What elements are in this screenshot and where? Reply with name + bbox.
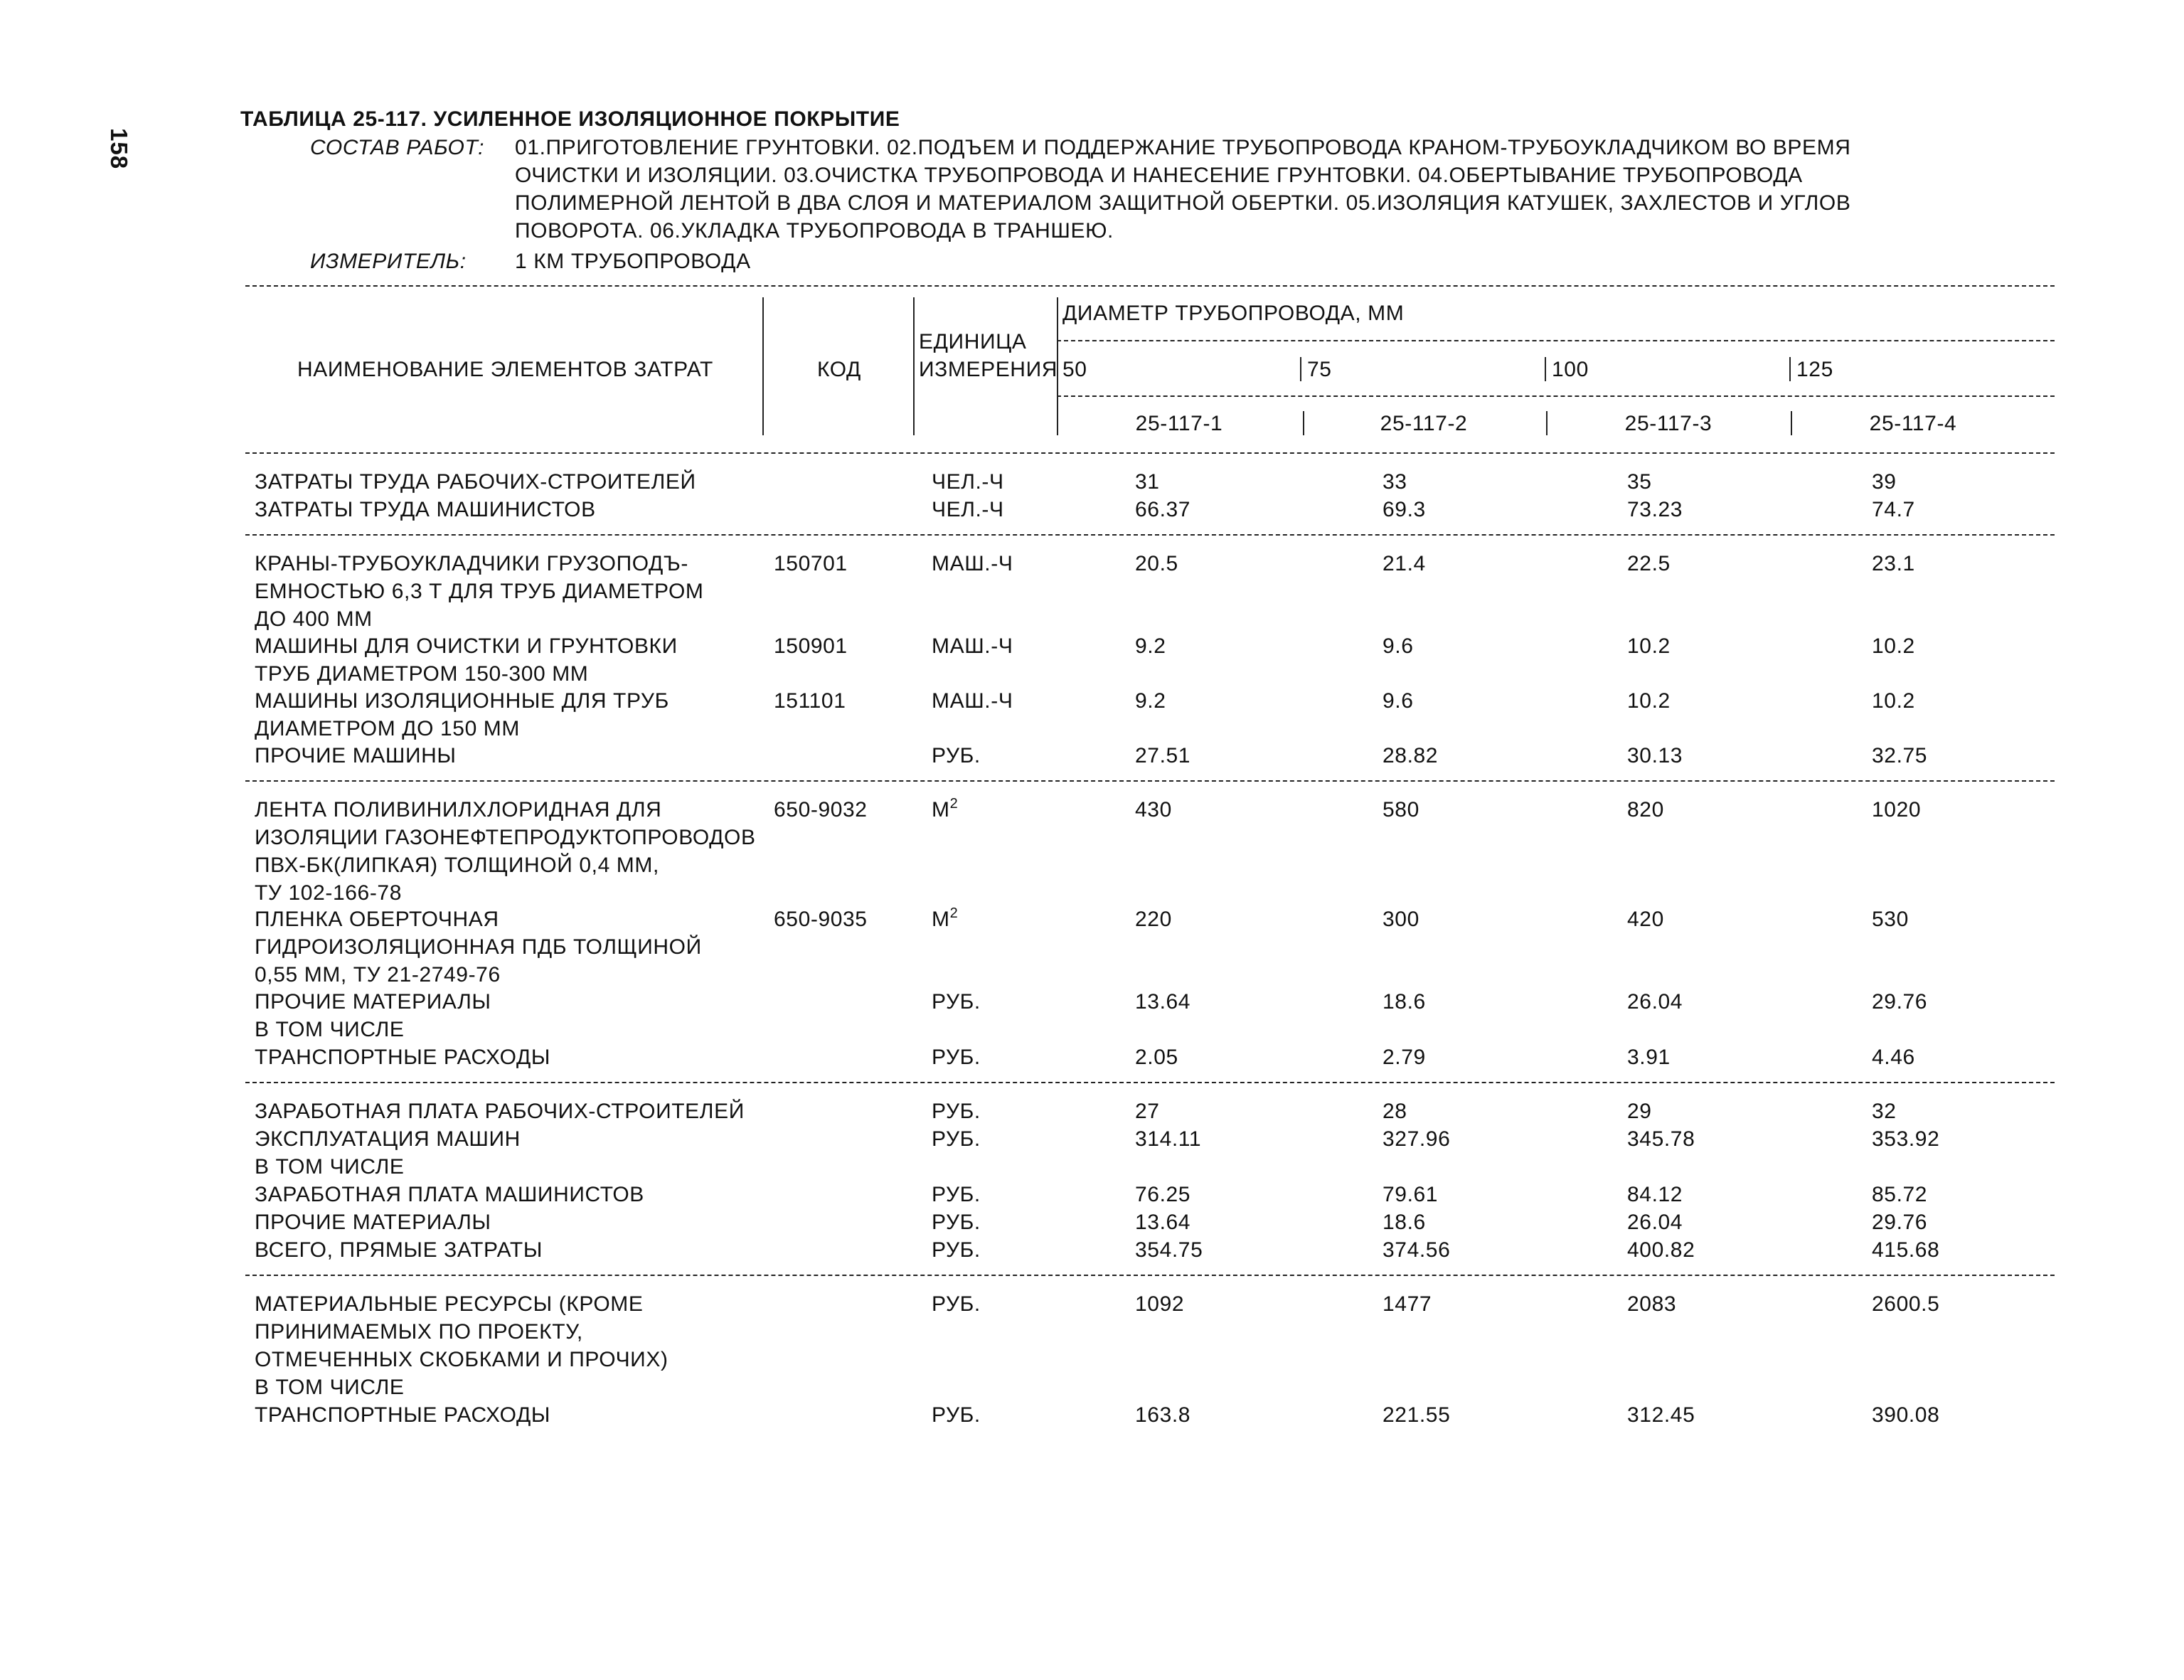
row-value-3: 345.78 [1627, 1127, 1695, 1151]
row-code: 650-9035 [774, 908, 868, 931]
header-subrule-2 [1057, 395, 2055, 397]
row-unit: ЧЕЛ.-Ч [932, 470, 1004, 494]
row-value-3: 3.91 [1627, 1046, 1671, 1069]
row-value-1: 354.75 [1135, 1238, 1203, 1262]
row-value-3: 84.12 [1627, 1183, 1683, 1206]
header-separator-name [762, 297, 764, 435]
header-separator-c4 [1791, 411, 1792, 435]
header-unit-line1: ЕДИНИЦА [919, 330, 1027, 353]
row-value-2: 300 [1383, 908, 1419, 931]
row-unit: $М^2$ [932, 796, 959, 822]
row-name: МАШИНЫ ИЗОЛЯЦИОННЫЕ ДЛЯ ТРУБ ДИАМЕТРОМ ДО 150 ММ [255, 689, 669, 740]
row-value-2: 327.96 [1383, 1127, 1451, 1151]
row-value-2: 28 [1383, 1100, 1407, 1123]
row-unit: ЧЕЛ.-Ч [932, 498, 1004, 521]
header-diameter-100: 100 [1552, 358, 1589, 381]
row-value-3: 400.82 [1627, 1238, 1695, 1262]
composition-line-2: ОЧИСТКИ И ИЗОЛЯЦИИ. 03.ОЧИСТКА ТРУБОПРОВОДА И НАНЕСЕНИЕ ГРУНТОВКИ. 04.ОБЕРТЫВАНИЕ ТРУБОПРОВОДА [515, 164, 1803, 187]
row-unit: МАШ.-Ч [932, 689, 1013, 713]
row-value-3: 2083 [1627, 1292, 1677, 1316]
row-value-2: 1477 [1383, 1292, 1432, 1316]
row-value-3: 820 [1627, 798, 1664, 822]
row-value-2: 9.6 [1383, 689, 1414, 713]
row-value-2: 28.82 [1383, 744, 1439, 767]
row-name: ЗАТРАТЫ ТРУДА МАШИНИСТОВ [255, 498, 596, 521]
row-name: ЗАРАБОТНАЯ ПЛАТА РАБОЧИХ-СТРОИТЕЛЕЙ [255, 1100, 745, 1123]
composition-label: СОСТАВ РАБОТ: [310, 136, 485, 159]
row-name: ЗАРАБОТНАЯ ПЛАТА МАШИНИСТОВ [255, 1183, 644, 1206]
row-value-4: 85.72 [1872, 1183, 1928, 1206]
row-name: ПЛЕНКА ОБЕРТОЧНАЯ ГИДРОИЗОЛЯЦИОННАЯ ПДБ ТОЛЩИНОЙ 0,55 ММ, ТУ 21-2749-76 [255, 908, 702, 987]
row-code: 150901 [774, 634, 848, 658]
header-unit-line2: ИЗМЕРЕНИЯ [919, 358, 1058, 381]
table-top-rule [245, 285, 2055, 287]
row-code: 650-9032 [774, 798, 868, 822]
row-value-3: 22.5 [1627, 552, 1671, 575]
row-value-1: 314.11 [1135, 1127, 1202, 1151]
measure-label: ИЗМЕРИТЕЛЬ: [310, 250, 467, 273]
composition-line-1: 01.ПРИГОТОВЛЕНИЕ ГРУНТОВКИ. 02.ПОДЪЕМ И ПОДДЕРЖАНИЕ ТРУБОПРОВОДА КРАНОМ-ТРУБОУКЛАДЧИКОМ ВО ВРЕМЯ [515, 136, 1851, 159]
header-code-2: 25-117-2 [1380, 412, 1468, 435]
row-name: КРАНЫ-ТРУБОУКЛАДЧИКИ ГРУЗОПОДЪ- ЕМНОСТЬЮ 6,3 Т ДЛЯ ТРУБ ДИАМЕТРОМ ДО 400 ММ [255, 552, 704, 631]
row-unit: РУБ. [932, 1100, 981, 1123]
group-rule-4 [245, 1275, 2055, 1276]
row-value-4: 1020 [1872, 798, 1922, 822]
row-name: ТРАНСПОРТНЫЕ РАСХОДЫ [255, 1403, 551, 1427]
row-name: МАШИНЫ ДЛЯ ОЧИСТКИ И ГРУНТОВКИ ТРУБ ДИАМЕТРОМ 150-300 ММ [255, 634, 678, 686]
header-separator-c3 [1546, 411, 1548, 435]
row-value-1: 27.51 [1135, 744, 1191, 767]
row-value-4: 4.46 [1872, 1046, 1915, 1069]
header-code-1: 25-117-1 [1135, 412, 1223, 435]
row-value-1: 66.37 [1135, 498, 1191, 521]
row-unit: РУБ. [932, 1292, 981, 1316]
header-separator-d75 [1300, 357, 1301, 381]
row-value-2: 374.56 [1383, 1238, 1451, 1262]
row-name: ЭКСПЛУАТАЦИЯ МАШИН В ТОМ ЧИСЛЕ [255, 1127, 521, 1179]
row-unit: $М^2$ [932, 905, 959, 931]
row-value-4: 39 [1872, 470, 1897, 494]
row-code: 150701 [774, 552, 848, 575]
group-rule-3 [245, 1082, 2055, 1083]
row-value-3: 35 [1627, 470, 1652, 494]
row-unit: РУБ. [932, 1046, 981, 1069]
row-unit: МАШ.-Ч [932, 634, 1013, 658]
row-unit: РУБ. [932, 1127, 981, 1151]
header-bottom-rule [245, 452, 2055, 454]
row-value-4: 29.76 [1872, 990, 1928, 1014]
row-value-1: 163.8 [1135, 1403, 1191, 1427]
table-title: ТАБЛИЦА 25-117. УСИЛЕННОЕ ИЗОЛЯЦИОННОЕ ПОКРЫТИЕ [240, 107, 900, 131]
row-name: ЛЕНТА ПОЛИВИНИЛХЛОРИДНАЯ ДЛЯ ИЗОЛЯЦИИ ГАЗОНЕФТЕПРОДУКТОПРОВОДОВ ПВХ-БК(ЛИПКАЯ) ТОЛЩИНОЙ 0,4 ММ, ТУ 102-166-78 [255, 798, 756, 905]
row-value-1: 1092 [1135, 1292, 1185, 1316]
row-unit: РУБ. [932, 1211, 981, 1234]
row-value-3: 10.2 [1627, 689, 1671, 713]
header-subrule-1 [1057, 340, 2055, 341]
header-code: КОД [817, 358, 861, 381]
row-value-1: 31 [1135, 470, 1160, 494]
row-value-2: 79.61 [1383, 1183, 1439, 1206]
header-diameter-125: 125 [1796, 358, 1833, 381]
row-value-1: 430 [1135, 798, 1172, 822]
row-value-2: 18.6 [1383, 1211, 1426, 1234]
composition-line-3: ПОЛИМЕРНОЙ ЛЕНТОЙ В ДВА СЛОЯ И МАТЕРИАЛОМ ЗАЩИТНОЙ ОБЕРТКИ. 05.ИЗОЛЯЦИЯ КАТУШЕК, ЗАХЛЕСТОВ И УГЛОВ [515, 191, 1851, 215]
row-value-2: 21.4 [1383, 552, 1426, 575]
row-value-2: 9.6 [1383, 634, 1414, 658]
header-separator-d100 [1545, 357, 1546, 381]
row-value-3: 10.2 [1627, 634, 1671, 658]
row-value-4: 390.08 [1872, 1403, 1940, 1427]
row-value-3: 420 [1627, 908, 1664, 931]
composition-line-4: ПОВОРОТА. 06.УКЛАДКА ТРУБОПРОВОДА В ТРАНШЕЮ. [515, 219, 1114, 243]
row-value-2: 33 [1383, 470, 1407, 494]
row-unit: РУБ. [932, 1403, 981, 1427]
row-value-2: 2.79 [1383, 1046, 1426, 1069]
row-value-2: 69.3 [1383, 498, 1426, 521]
row-value-4: 353.92 [1872, 1127, 1940, 1151]
row-value-1: 20.5 [1135, 552, 1178, 575]
row-name: МАТЕРИАЛЬНЫЕ РЕСУРСЫ (КРОМЕ ПРИНИМАЕМЫХ ПО ПРОЕКТУ, ОТМЕЧЕННЫХ СКОБКАМИ И ПРОЧИХ) В ТОМ ЧИСЛЕ [255, 1292, 668, 1399]
row-value-3: 312.45 [1627, 1403, 1695, 1427]
row-value-3: 29 [1627, 1100, 1652, 1123]
row-value-3: 26.04 [1627, 990, 1683, 1014]
row-value-1: 27 [1135, 1100, 1160, 1123]
row-value-4: 415.68 [1872, 1238, 1940, 1262]
row-unit: РУБ. [932, 1183, 981, 1206]
header-diameter: ДИАМЕТР ТРУБОПРОВОДА, ММ [1062, 302, 1405, 325]
header-separator-c2 [1303, 411, 1304, 435]
row-name: ЗАТРАТЫ ТРУДА РАБОЧИХ-СТРОИТЕЛЕЙ [255, 470, 696, 494]
group-rule-1 [245, 534, 2055, 536]
row-value-4: 32.75 [1872, 744, 1928, 767]
row-name: ТРАНСПОРТНЫЕ РАСХОДЫ [255, 1046, 551, 1069]
row-value-4: 23.1 [1872, 552, 1915, 575]
header-diameter-50: 50 [1062, 358, 1087, 381]
row-value-1: 13.64 [1135, 990, 1191, 1014]
row-value-2: 221.55 [1383, 1403, 1451, 1427]
header-diameter-75: 75 [1307, 358, 1332, 381]
row-value-1: 9.2 [1135, 689, 1166, 713]
page-number: 158 [106, 128, 132, 170]
row-value-3: 73.23 [1627, 498, 1683, 521]
row-value-4: 32 [1872, 1100, 1897, 1123]
row-value-1: 9.2 [1135, 634, 1166, 658]
row-value-4: 2600.5 [1872, 1292, 1940, 1316]
header-code-3: 25-117-3 [1624, 412, 1712, 435]
row-value-1: 76.25 [1135, 1183, 1191, 1206]
row-unit: МАШ.-Ч [932, 552, 1013, 575]
row-value-2: 18.6 [1383, 990, 1426, 1014]
row-value-4: 10.2 [1872, 634, 1915, 658]
row-value-4: 74.7 [1872, 498, 1915, 521]
row-value-4: 29.76 [1872, 1211, 1928, 1234]
header-separator-d125 [1789, 357, 1791, 381]
header-code-4: 25-117-4 [1869, 412, 1957, 435]
row-value-4: 10.2 [1872, 689, 1915, 713]
header-name: НАИМЕНОВАНИЕ ЭЛЕМЕНТОВ ЗАТРАТ [297, 358, 713, 381]
row-name: ПРОЧИЕ МАТЕРИАЛЫ В ТОМ ЧИСЛЕ [255, 990, 491, 1041]
row-value-1: 13.64 [1135, 1211, 1191, 1234]
row-name: ПРОЧИЕ МАШИНЫ [255, 744, 457, 767]
row-value-2: 580 [1383, 798, 1419, 822]
row-value-4: 530 [1872, 908, 1909, 931]
row-value-1: 2.05 [1135, 1046, 1178, 1069]
measure-value: 1 КМ ТРУБОПРОВОДА [515, 250, 751, 273]
row-code: 151101 [774, 689, 846, 713]
row-unit: РУБ. [932, 990, 981, 1014]
row-name: ВСЕГО, ПРЯМЫЕ ЗАТРАТЫ [255, 1238, 543, 1262]
row-value-1: 220 [1135, 908, 1172, 931]
row-name: ПРОЧИЕ МАТЕРИАЛЫ [255, 1211, 491, 1234]
row-unit: РУБ. [932, 1238, 981, 1262]
row-value-3: 26.04 [1627, 1211, 1683, 1234]
row-unit: РУБ. [932, 744, 981, 767]
row-value-3: 30.13 [1627, 744, 1683, 767]
group-rule-2 [245, 780, 2055, 782]
header-separator-code [913, 297, 915, 435]
